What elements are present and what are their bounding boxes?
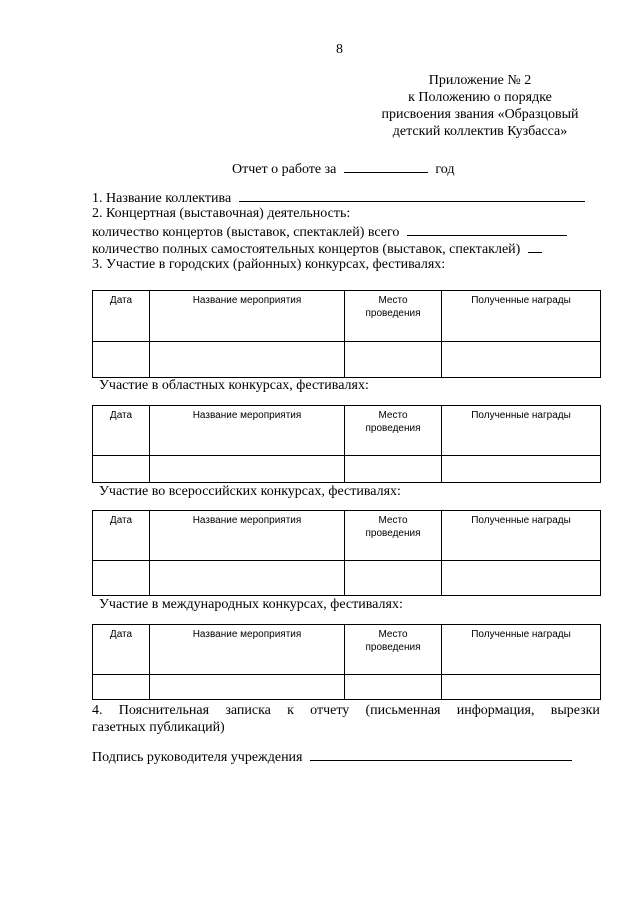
international-contests-table	[92, 624, 601, 700]
national-contests-table	[92, 510, 601, 596]
note-word: (письменная	[365, 703, 441, 718]
table-header-row	[93, 625, 601, 675]
cell-date[interactable]	[93, 675, 150, 700]
cell-date[interactable]	[93, 561, 150, 596]
header-event-name: Название мероприятия	[150, 406, 345, 456]
cell-awards[interactable]	[442, 456, 601, 483]
table-row	[93, 675, 601, 700]
appendix-block	[360, 72, 600, 140]
header-event-name: Название мероприятия	[150, 511, 345, 561]
note-word: 4.	[92, 703, 103, 718]
full-concert-count-label: количество полных самостоятельных концертов (выставок, спектаклей)	[92, 242, 521, 257]
header-awards: Полученные награды	[442, 625, 601, 675]
table-row	[93, 342, 601, 378]
header-date: Дата	[93, 625, 150, 675]
cell-event-name[interactable]	[150, 342, 345, 378]
report-title-prefix: Отчет о работе за	[232, 162, 337, 177]
header-awards: Полученные награды	[442, 291, 601, 342]
header-event-name: Название мероприятия	[150, 291, 345, 342]
header-place: Место проведения	[345, 625, 442, 675]
item-concert-activity: 2. Концертная (выставочная) деятельность:	[92, 206, 351, 221]
cell-place[interactable]	[345, 561, 442, 596]
signature-label: Подпись руководителя учреждения	[92, 750, 303, 765]
note-word: вырезки	[550, 703, 600, 718]
appendix-line-2: к Положению о порядке	[408, 90, 552, 105]
cell-awards[interactable]	[442, 342, 601, 378]
item-collective-name	[92, 189, 585, 207]
note-word: к	[287, 703, 294, 718]
cell-place[interactable]	[345, 675, 442, 700]
report-title	[232, 160, 454, 178]
regional-contests-heading: Участие в областных конкурсах, фестивалях:	[99, 378, 369, 393]
cell-date[interactable]	[93, 456, 150, 483]
cell-date[interactable]	[93, 342, 150, 378]
item-full-concert-count	[92, 240, 542, 258]
page-number: 8	[336, 42, 343, 57]
item-explanatory-note-continued: газетных публикаций)	[92, 720, 225, 735]
cell-event-name[interactable]	[150, 675, 345, 700]
header-place: Место проведения	[345, 406, 442, 456]
table-row	[93, 456, 601, 483]
signature-line	[92, 748, 572, 766]
appendix-line-3: присвоения звания «Образцовый	[381, 107, 579, 122]
cell-event-name[interactable]	[150, 456, 345, 483]
regional-contests-table	[92, 405, 601, 483]
collective-name-field[interactable]	[239, 189, 585, 202]
table-header-row	[93, 291, 601, 342]
concert-count-label: количество концертов (выставок, спектаклей) всего	[92, 225, 400, 240]
note-word: отчету	[310, 703, 350, 718]
signature-field[interactable]	[310, 748, 572, 761]
header-awards: Полученные награды	[442, 406, 601, 456]
city-contests-table	[92, 290, 601, 378]
appendix-line-1: Приложение № 2	[428, 73, 532, 88]
header-awards: Полученные награды	[442, 511, 601, 561]
report-title-suffix: год	[435, 162, 455, 177]
table-row	[93, 561, 601, 596]
item-explanatory-note	[92, 703, 600, 719]
cell-place[interactable]	[345, 342, 442, 378]
item-city-contests: 3. Участие в городских (районных) конкурсах, фестивалях:	[92, 257, 446, 272]
full-concert-count-field[interactable]	[528, 240, 542, 253]
concert-count-field[interactable]	[407, 223, 567, 236]
header-date: Дата	[93, 511, 150, 561]
year-blank-field[interactable]	[344, 160, 428, 173]
appendix-line-4: детский коллектив Кузбасса»	[392, 124, 568, 139]
table-header-row	[93, 511, 601, 561]
note-word: записка	[225, 703, 271, 718]
cell-place[interactable]	[345, 456, 442, 483]
header-event-name: Название мероприятия	[150, 625, 345, 675]
note-word: информация,	[456, 703, 535, 718]
header-place: Место проведения	[345, 511, 442, 561]
item-concert-count	[92, 223, 567, 241]
note-word: Пояснительная	[118, 703, 210, 718]
national-contests-heading: Участие во всероссийских конкурсах, фестивалях:	[99, 484, 401, 499]
header-place: Место проведения	[345, 291, 442, 342]
cell-awards[interactable]	[442, 561, 601, 596]
header-date: Дата	[93, 406, 150, 456]
international-contests-heading: Участие в международных конкурсах, фестивалях:	[99, 597, 403, 612]
header-date: Дата	[93, 291, 150, 342]
cell-awards[interactable]	[442, 675, 601, 700]
table-header-row	[93, 406, 601, 456]
item-1-label: 1. Название коллектива	[92, 191, 232, 206]
cell-event-name[interactable]	[150, 561, 345, 596]
